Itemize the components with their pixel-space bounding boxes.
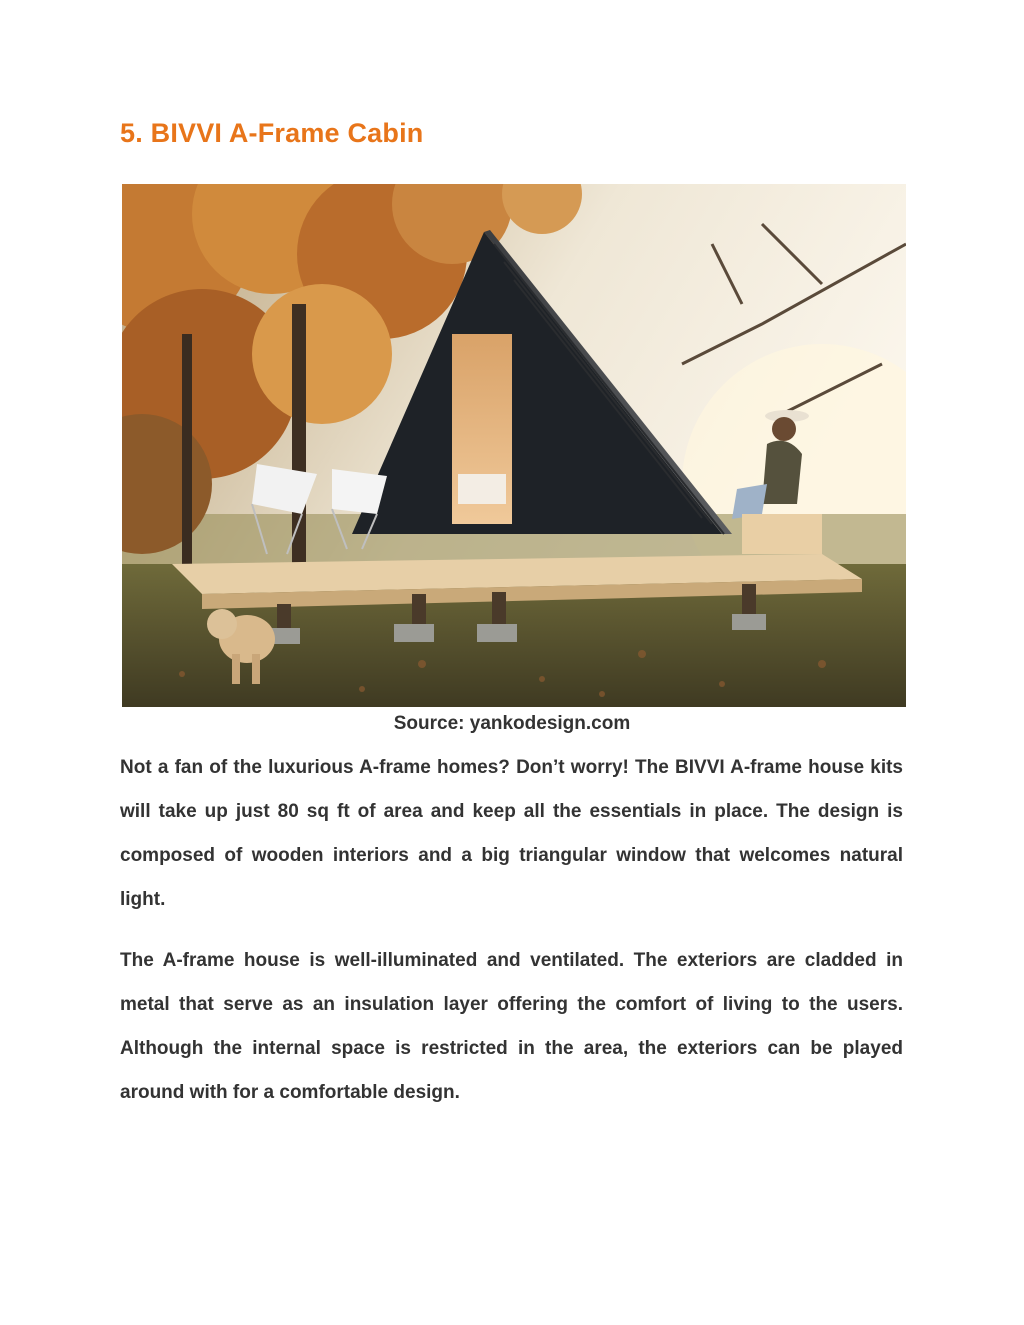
cabin-photo <box>122 184 906 707</box>
section-heading: 5. BIVVI A-Frame Cabin <box>120 118 424 148</box>
cabin-illustration <box>122 184 906 707</box>
body-paragraph: The A-frame house is well-illuminated and ventilated. The exteriors are cladded in metal that serve as an insulation layer offering the comfort of living to the users. Although the internal space is restricted in the area, the exteriors can be played around with for a comfortable design. <box>120 950 903 1103</box>
body-paragraph: Not a fan of the luxurious A-frame homes? Don’t worry! The BIVVI A-frame house kits will take up just 80 sq ft of area and keep all the essentials in place. The design is composed of wooden interiors and a big triangular window that welcomes natural light. <box>120 757 903 910</box>
image-caption: Source: yankodesign.com <box>393 713 631 734</box>
